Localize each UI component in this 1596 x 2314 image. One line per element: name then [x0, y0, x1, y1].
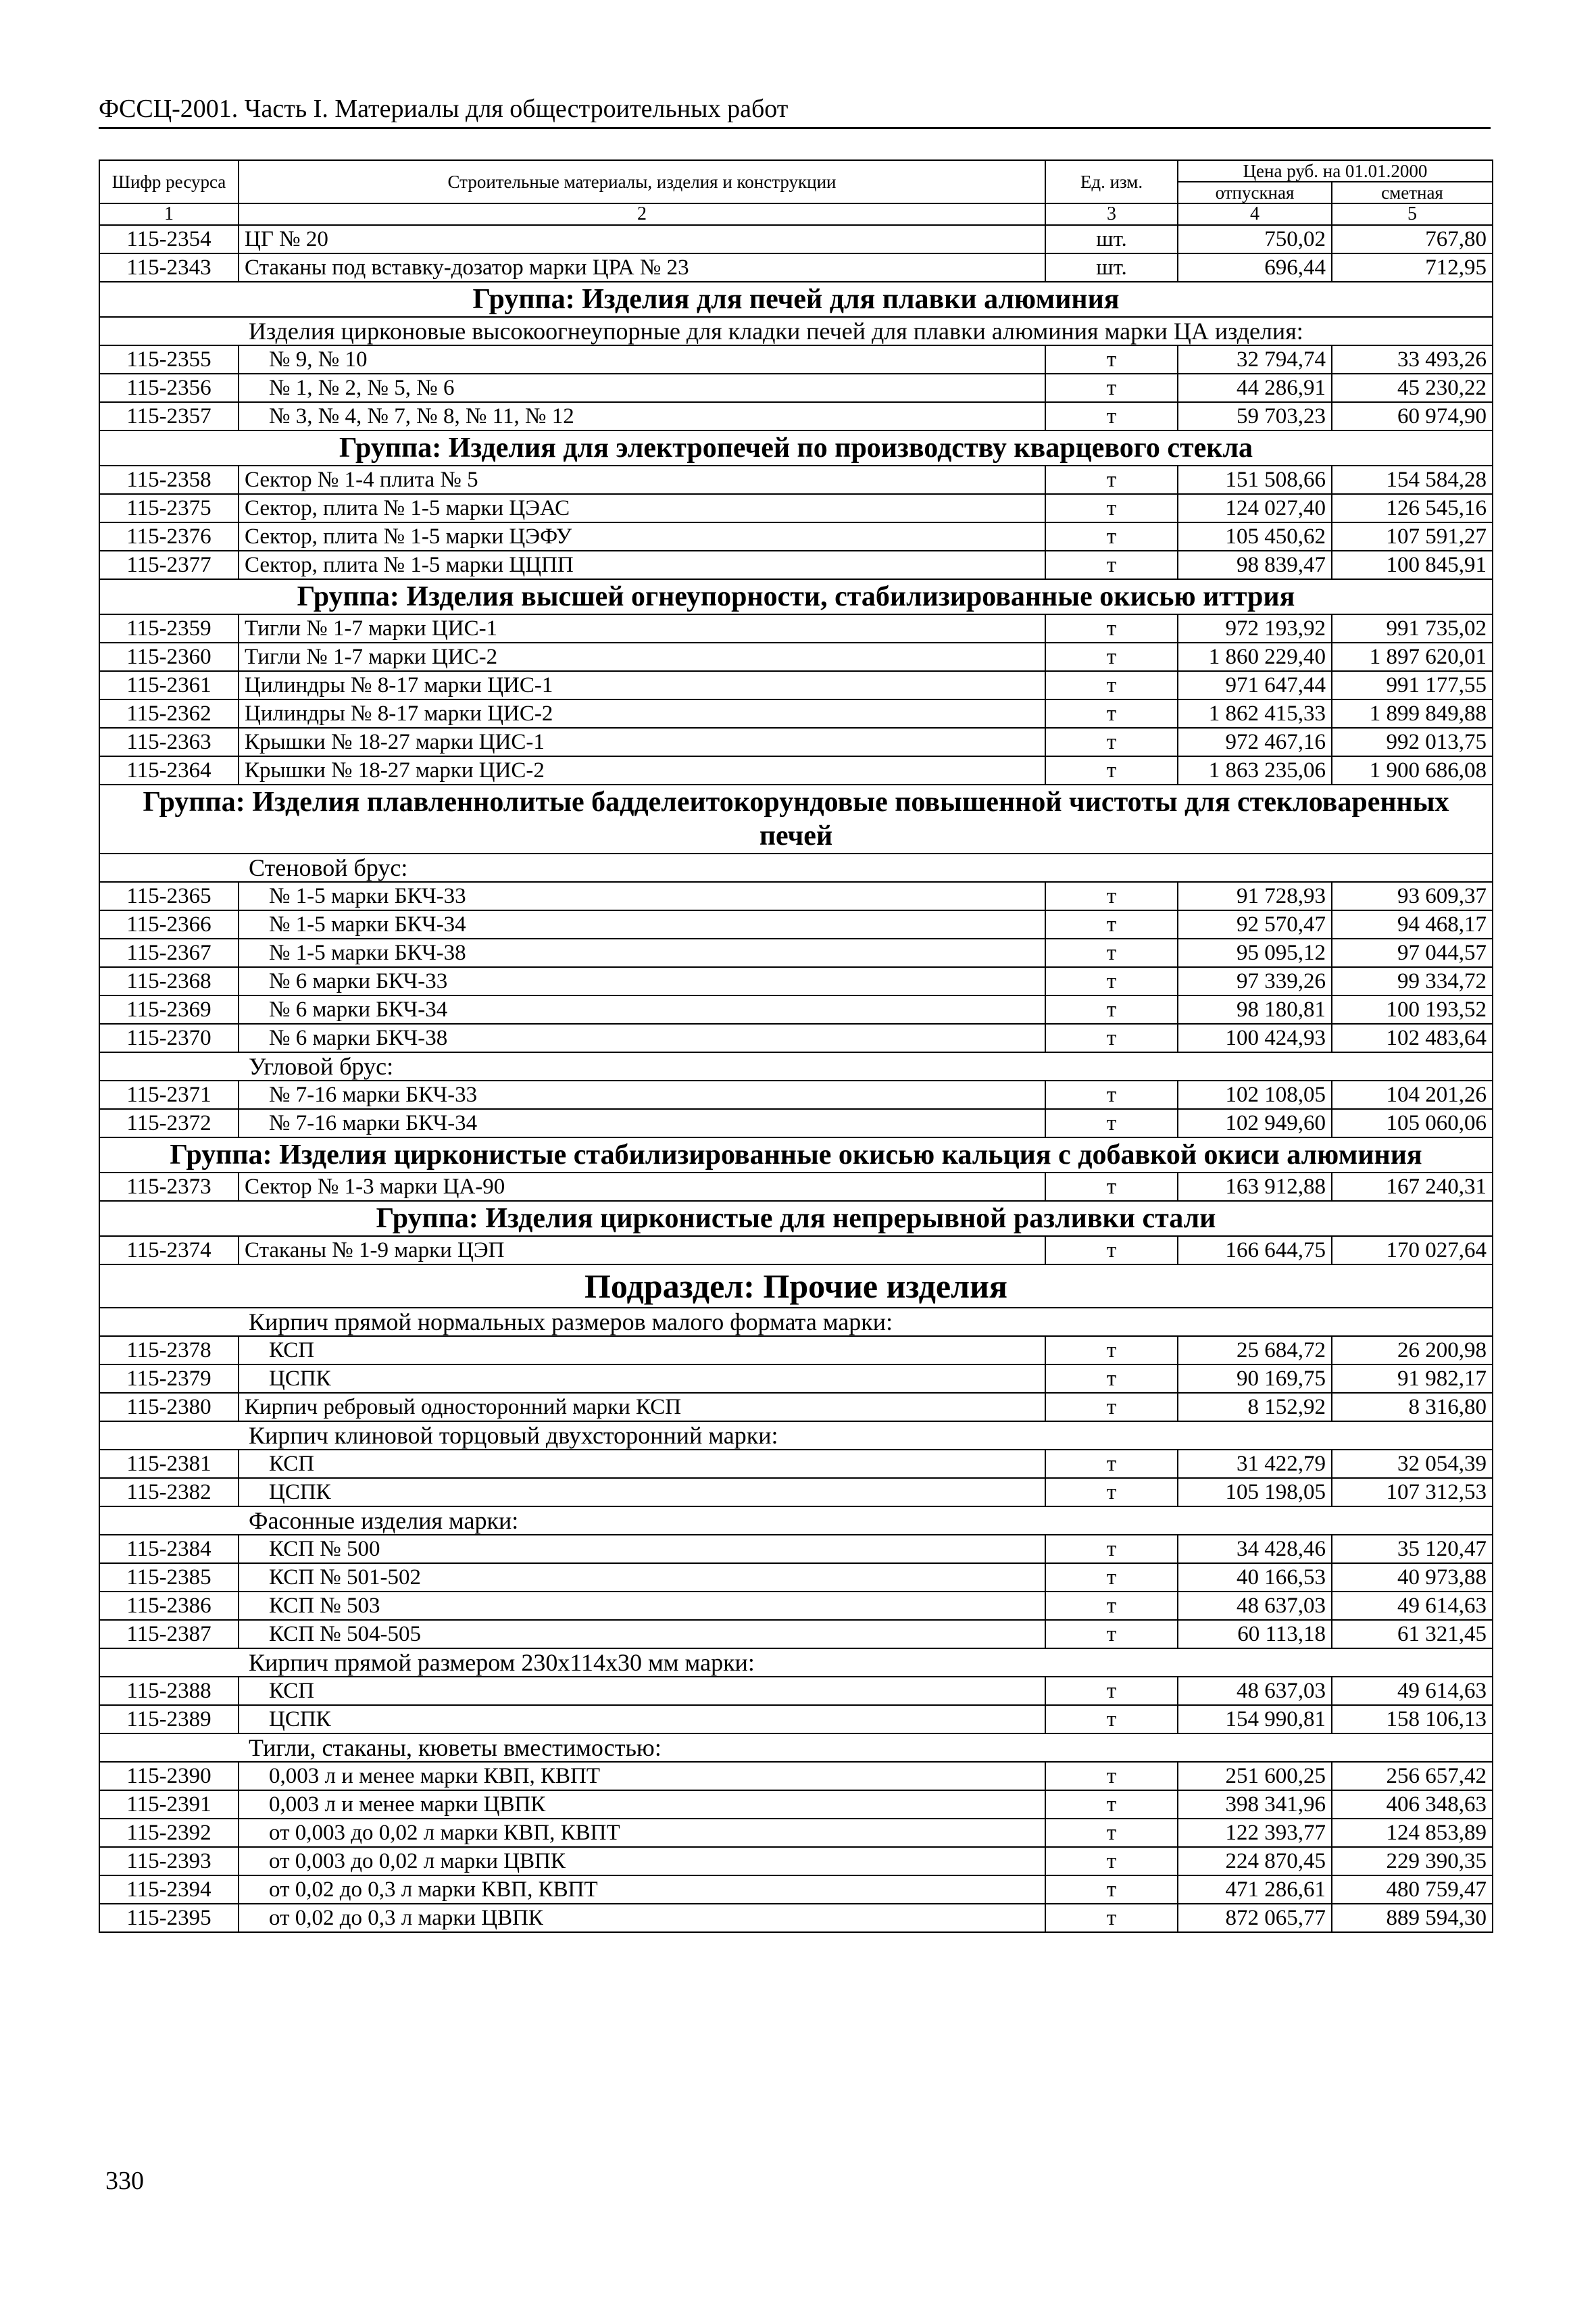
resource-code: 115-2362: [99, 699, 239, 728]
subsection-row: [99, 1264, 1493, 1308]
resource-code: 115-2371: [99, 1081, 239, 1109]
material-name: Сектор, плита № 1-5 марки ЦЦПП: [239, 551, 1045, 579]
table-row: [99, 1173, 1493, 1201]
col-name-header: Строительные материалы, изделия и конструкции: [239, 160, 1045, 203]
group-heading: Группа: Изделия цирконистые стабилизированные окисью кальция с добавкой окиси алюминия: [99, 1137, 1493, 1173]
table-row: [99, 1535, 1493, 1563]
unit: т: [1045, 756, 1178, 785]
estimate-price: 229 390,35: [1332, 1847, 1493, 1875]
release-price: 1 862 415,33: [1178, 699, 1332, 728]
col-estimate-header: сметная: [1332, 182, 1493, 203]
release-price: 48 637,03: [1178, 1592, 1332, 1620]
table-row: [99, 494, 1493, 522]
estimate-price: 102 483,64: [1332, 1024, 1493, 1052]
table-row: [99, 1677, 1493, 1705]
material-name: Крышки № 18-27 марки ЦИС-2: [239, 756, 1045, 785]
material-name: № 1-5 марки БКЧ-34: [239, 910, 1045, 939]
unit: т: [1045, 910, 1178, 939]
unit: т: [1045, 551, 1178, 579]
material-name: № 1-5 марки БКЧ-33: [239, 882, 1045, 910]
table-row: [99, 1450, 1493, 1478]
table-row: [99, 967, 1493, 995]
resource-code: 115-2376: [99, 522, 239, 551]
release-price: 105 450,62: [1178, 522, 1332, 551]
release-price: 251 600,25: [1178, 1762, 1332, 1790]
resource-code: 115-2379: [99, 1364, 239, 1393]
table-row: [99, 522, 1493, 551]
release-price: 971 647,44: [1178, 671, 1332, 699]
table-row: [99, 910, 1493, 939]
resource-code: 115-2382: [99, 1478, 239, 1506]
caption-text: Изделия цирконовые высокоогнеупорные для кладки печей для плавки алюминия марки ЦА изделия:: [99, 317, 1493, 345]
material-name: Цилиндры № 8-17 марки ЦИС-2: [239, 699, 1045, 728]
release-price: 100 424,93: [1178, 1024, 1332, 1052]
estimate-price: 991 735,02: [1332, 614, 1493, 643]
table-row: [99, 374, 1493, 402]
resource-code: 115-2358: [99, 466, 239, 494]
unit: т: [1045, 671, 1178, 699]
material-name: № 7-16 марки БКЧ-34: [239, 1109, 1045, 1137]
unit: т: [1045, 728, 1178, 756]
release-price: 40 166,53: [1178, 1563, 1332, 1592]
estimate-price: 32 054,39: [1332, 1450, 1493, 1478]
estimate-price: 1 900 686,08: [1332, 756, 1493, 785]
resource-code: 115-2343: [99, 253, 239, 282]
caption-row: [99, 1421, 1493, 1450]
estimate-price: 480 759,47: [1332, 1875, 1493, 1904]
group-heading: Группа: Изделия для электропечей по производству кварцевого стекла: [99, 430, 1493, 466]
col-unit-header: Ед. изм.: [1045, 160, 1178, 203]
material-name: № 6 марки БКЧ-38: [239, 1024, 1045, 1052]
col-number-3: 3: [1045, 203, 1178, 225]
page-header: ФССЦ-2001. Часть I. Материалы для общестроительных работ: [99, 91, 1491, 129]
release-price: 872 065,77: [1178, 1904, 1332, 1932]
table-row: [99, 699, 1493, 728]
resource-code: 115-2390: [99, 1762, 239, 1790]
unit: т: [1045, 699, 1178, 728]
material-name: 0,003 л и менее марки ЦВПК: [239, 1790, 1045, 1819]
release-price: 105 198,05: [1178, 1478, 1332, 1506]
estimate-price: 991 177,55: [1332, 671, 1493, 699]
material-name: от 0,02 до 0,3 л марки ЦВПК: [239, 1904, 1045, 1932]
caption-row: [99, 1052, 1493, 1081]
table-row: [99, 1563, 1493, 1592]
group-row: [99, 785, 1493, 854]
table-row: [99, 1024, 1493, 1052]
release-price: 163 912,88: [1178, 1173, 1332, 1201]
table-row: [99, 1904, 1493, 1932]
estimate-price: 97 044,57: [1332, 939, 1493, 967]
estimate-price: 158 106,13: [1332, 1705, 1493, 1733]
resource-code: 115-2369: [99, 995, 239, 1024]
table-row: [99, 995, 1493, 1024]
material-name: № 6 марки БКЧ-33: [239, 967, 1045, 995]
release-price: 91 728,93: [1178, 882, 1332, 910]
resource-code: 115-2373: [99, 1173, 239, 1201]
caption-row: [99, 1506, 1493, 1535]
caption-text: Тигли, стаканы, кюветы вместимостью:: [99, 1733, 1493, 1762]
estimate-price: 93 609,37: [1332, 882, 1493, 910]
estimate-price: 100 845,91: [1332, 551, 1493, 579]
release-price: 34 428,46: [1178, 1535, 1332, 1563]
table-row: [99, 1393, 1493, 1421]
col-number-2: 2: [239, 203, 1045, 225]
table-row: [99, 466, 1493, 494]
caption-text: Кирпич прямой размером 230х114х30 мм марки:: [99, 1648, 1493, 1677]
unit: т: [1045, 614, 1178, 643]
estimate-price: 992 013,75: [1332, 728, 1493, 756]
caption-text: Стеновой брус:: [99, 854, 1493, 882]
release-price: 102 949,60: [1178, 1109, 1332, 1137]
resource-code: 115-2385: [99, 1563, 239, 1592]
unit: т: [1045, 967, 1178, 995]
caption-text: Кирпич клиновой торцовый двухсторонний марки:: [99, 1421, 1493, 1450]
resource-code: 115-2378: [99, 1336, 239, 1364]
material-name: КСП: [239, 1677, 1045, 1705]
material-name: 0,003 л и менее марки КВП, КВПТ: [239, 1762, 1045, 1790]
resource-code: 115-2354: [99, 225, 239, 253]
caption-text: Фасонные изделия марки:: [99, 1506, 1493, 1535]
release-price: 471 286,61: [1178, 1875, 1332, 1904]
table-row: [99, 1762, 1493, 1790]
material-name: № 3, № 4, № 7, № 8, № 11, № 12: [239, 402, 1045, 430]
material-name: Сектор, плита № 1-5 марки ЦЭАС: [239, 494, 1045, 522]
unit: т: [1045, 1762, 1178, 1790]
group-row: [99, 1137, 1493, 1173]
table-row: [99, 1109, 1493, 1137]
unit: т: [1045, 1592, 1178, 1620]
group-row: [99, 282, 1493, 317]
resource-code: 115-2365: [99, 882, 239, 910]
unit: т: [1045, 466, 1178, 494]
release-price: 97 339,26: [1178, 967, 1332, 995]
col-price-header: Цена руб. на 01.01.2000: [1178, 160, 1493, 182]
unit: т: [1045, 1563, 1178, 1592]
caption-text: Угловой брус:: [99, 1052, 1493, 1081]
material-name: КСП № 503: [239, 1592, 1045, 1620]
release-price: 32 794,74: [1178, 345, 1332, 374]
unit: т: [1045, 882, 1178, 910]
unit: т: [1045, 1819, 1178, 1847]
resource-code: 115-2366: [99, 910, 239, 939]
material-name: КСП № 500: [239, 1535, 1045, 1563]
resource-code: 115-2381: [99, 1450, 239, 1478]
resource-code: 115-2384: [99, 1535, 239, 1563]
material-name: от 0,003 до 0,02 л марки КВП, КВПТ: [239, 1819, 1045, 1847]
estimate-price: 712,95: [1332, 253, 1493, 282]
table-row: [99, 1364, 1493, 1393]
unit: т: [1045, 995, 1178, 1024]
resource-code: 115-2391: [99, 1790, 239, 1819]
unit: т: [1045, 494, 1178, 522]
resource-code: 115-2393: [99, 1847, 239, 1875]
unit: т: [1045, 1478, 1178, 1506]
material-name: ЦСПК: [239, 1478, 1045, 1506]
caption-row: [99, 854, 1493, 882]
resource-code: 115-2395: [99, 1904, 239, 1932]
table-body: [99, 225, 1493, 1932]
estimate-price: 35 120,47: [1332, 1535, 1493, 1563]
material-name: Сектор, плита № 1-5 марки ЦЭФУ: [239, 522, 1045, 551]
release-price: 59 703,23: [1178, 402, 1332, 430]
resource-code: 115-2364: [99, 756, 239, 785]
unit: т: [1045, 1620, 1178, 1648]
release-price: 44 286,91: [1178, 374, 1332, 402]
estimate-price: 60 974,90: [1332, 402, 1493, 430]
release-price: 124 027,40: [1178, 494, 1332, 522]
col-number-1: 1: [99, 203, 239, 225]
unit: т: [1045, 1790, 1178, 1819]
material-name: ЦСПК: [239, 1364, 1045, 1393]
unit: т: [1045, 374, 1178, 402]
release-price: 166 644,75: [1178, 1236, 1332, 1264]
table-row: [99, 253, 1493, 282]
table-row: [99, 756, 1493, 785]
material-name: ЦСПК: [239, 1705, 1045, 1733]
unit: шт.: [1045, 225, 1178, 253]
release-price: 95 095,12: [1178, 939, 1332, 967]
estimate-price: 406 348,63: [1332, 1790, 1493, 1819]
table-row: [99, 551, 1493, 579]
resource-code: 115-2375: [99, 494, 239, 522]
table-row: [99, 1875, 1493, 1904]
release-price: 48 637,03: [1178, 1677, 1332, 1705]
material-name: КСП № 501-502: [239, 1563, 1045, 1592]
estimate-price: 8 316,80: [1332, 1393, 1493, 1421]
resource-code: 115-2380: [99, 1393, 239, 1421]
col-number-4: 4: [1178, 203, 1332, 225]
resource-code: 115-2361: [99, 671, 239, 699]
estimate-price: 91 982,17: [1332, 1364, 1493, 1393]
group-heading: Группа: Изделия высшей огнеупорности, стабилизированные окисью иттрия: [99, 579, 1493, 614]
material-name: № 1-5 марки БКЧ-38: [239, 939, 1045, 967]
table-row: [99, 1847, 1493, 1875]
release-price: 398 341,96: [1178, 1790, 1332, 1819]
table-row: [99, 1819, 1493, 1847]
estimate-price: 33 493,26: [1332, 345, 1493, 374]
estimate-price: 1 897 620,01: [1332, 643, 1493, 671]
unit: т: [1045, 345, 1178, 374]
release-price: 224 870,45: [1178, 1847, 1332, 1875]
estimate-price: 100 193,52: [1332, 995, 1493, 1024]
table-row: [99, 671, 1493, 699]
table-row: [99, 1336, 1493, 1364]
resource-code: 115-2386: [99, 1592, 239, 1620]
release-price: 1 863 235,06: [1178, 756, 1332, 785]
unit: т: [1045, 1705, 1178, 1733]
unit: шт.: [1045, 253, 1178, 282]
material-name: Сектор № 1-4 плита № 5: [239, 466, 1045, 494]
estimate-price: 49 614,63: [1332, 1592, 1493, 1620]
table-row: [99, 1620, 1493, 1648]
unit: т: [1045, 939, 1178, 967]
estimate-price: 256 657,42: [1332, 1762, 1493, 1790]
table-row: [99, 1790, 1493, 1819]
estimate-price: 170 027,64: [1332, 1236, 1493, 1264]
release-price: 31 422,79: [1178, 1450, 1332, 1478]
unit: т: [1045, 1450, 1178, 1478]
unit: т: [1045, 643, 1178, 671]
unit: т: [1045, 1535, 1178, 1563]
group-row: [99, 430, 1493, 466]
unit: т: [1045, 522, 1178, 551]
material-name: Тигли № 1-7 марки ЦИС-1: [239, 614, 1045, 643]
estimate-price: 61 321,45: [1332, 1620, 1493, 1648]
table-row: [99, 1705, 1493, 1733]
resource-code: 115-2389: [99, 1705, 239, 1733]
material-name: № 6 марки БКЧ-34: [239, 995, 1045, 1024]
page-number: 330: [105, 2167, 144, 2195]
table-row: [99, 728, 1493, 756]
table-row: [99, 1478, 1493, 1506]
release-price: 90 169,75: [1178, 1364, 1332, 1393]
table-row: [99, 1081, 1493, 1109]
col-code-header: Шифр ресурса: [99, 160, 239, 203]
unit: т: [1045, 1236, 1178, 1264]
group-row: [99, 579, 1493, 614]
material-name: Тигли № 1-7 марки ЦИС-2: [239, 643, 1045, 671]
estimate-price: 167 240,31: [1332, 1173, 1493, 1201]
material-name: Цилиндры № 8-17 марки ЦИС-1: [239, 671, 1045, 699]
estimate-price: 49 614,63: [1332, 1677, 1493, 1705]
unit: т: [1045, 402, 1178, 430]
unit: т: [1045, 1364, 1178, 1393]
material-name: Сектор № 1-3 марки ЦА-90: [239, 1173, 1045, 1201]
material-name: Стаканы под вставку-дозатор марки ЦРА № 23: [239, 253, 1045, 282]
resource-code: 115-2368: [99, 967, 239, 995]
col-release-header: отпускная: [1178, 182, 1332, 203]
resource-code: 115-2356: [99, 374, 239, 402]
release-price: 25 684,72: [1178, 1336, 1332, 1364]
subsection-heading: Подраздел: Прочие изделия: [99, 1264, 1493, 1308]
caption-row: [99, 1648, 1493, 1677]
estimate-price: 45 230,22: [1332, 374, 1493, 402]
estimate-price: 99 334,72: [1332, 967, 1493, 995]
resource-code: 115-2372: [99, 1109, 239, 1137]
release-price: 1 860 229,40: [1178, 643, 1332, 671]
material-name: от 0,02 до 0,3 л марки КВП, КВПТ: [239, 1875, 1045, 1904]
estimate-price: 40 973,88: [1332, 1563, 1493, 1592]
release-price: 696,44: [1178, 253, 1332, 282]
group-heading: Группа: Изделия для печей для плавки алюминия: [99, 282, 1493, 317]
release-price: 60 113,18: [1178, 1620, 1332, 1648]
group-row: [99, 1201, 1493, 1236]
estimate-price: 26 200,98: [1332, 1336, 1493, 1364]
unit: т: [1045, 1109, 1178, 1137]
unit: т: [1045, 1847, 1178, 1875]
unit: т: [1045, 1875, 1178, 1904]
resource-code: 115-2359: [99, 614, 239, 643]
table-row: [99, 402, 1493, 430]
unit: т: [1045, 1393, 1178, 1421]
material-name: КСП: [239, 1450, 1045, 1478]
estimate-price: 154 584,28: [1332, 466, 1493, 494]
release-price: 972 193,92: [1178, 614, 1332, 643]
estimate-price: 1 899 849,88: [1332, 699, 1493, 728]
resource-code: 115-2388: [99, 1677, 239, 1705]
release-price: 98 180,81: [1178, 995, 1332, 1024]
resource-code: 115-2392: [99, 1819, 239, 1847]
caption-row: [99, 317, 1493, 345]
group-heading: Группа: Изделия цирконистые для непрерывной разливки стали: [99, 1201, 1493, 1236]
release-price: 98 839,47: [1178, 551, 1332, 579]
material-name: Крышки № 18-27 марки ЦИС-1: [239, 728, 1045, 756]
release-price: 102 108,05: [1178, 1081, 1332, 1109]
resource-code: 115-2394: [99, 1875, 239, 1904]
release-price: 122 393,77: [1178, 1819, 1332, 1847]
material-name: от 0,003 до 0,02 л марки ЦВПК: [239, 1847, 1045, 1875]
release-price: 750,02: [1178, 225, 1332, 253]
resource-code: 115-2377: [99, 551, 239, 579]
table-row: [99, 939, 1493, 967]
table-row: [99, 614, 1493, 643]
estimate-price: 94 468,17: [1332, 910, 1493, 939]
resource-code: 115-2370: [99, 1024, 239, 1052]
col-number-5: 5: [1332, 203, 1493, 225]
table-row: [99, 643, 1493, 671]
estimate-price: 126 545,16: [1332, 494, 1493, 522]
estimate-price: 889 594,30: [1332, 1904, 1493, 1932]
material-name: КСП: [239, 1336, 1045, 1364]
material-name: № 7-16 марки БКЧ-33: [239, 1081, 1045, 1109]
estimate-price: 124 853,89: [1332, 1819, 1493, 1847]
release-price: 92 570,47: [1178, 910, 1332, 939]
material-name: Кирпич ребровый односторонний марки КСП: [239, 1393, 1045, 1421]
resource-code: 115-2387: [99, 1620, 239, 1648]
table-row: [99, 225, 1493, 253]
caption-row: [99, 1308, 1493, 1336]
material-name: № 9, № 10: [239, 345, 1045, 374]
resource-code: 115-2360: [99, 643, 239, 671]
release-price: 154 990,81: [1178, 1705, 1332, 1733]
unit: т: [1045, 1336, 1178, 1364]
table-row: [99, 345, 1493, 374]
table-row: [99, 1592, 1493, 1620]
material-name: Стаканы № 1-9 марки ЦЭП: [239, 1236, 1045, 1264]
estimate-price: 107 591,27: [1332, 522, 1493, 551]
caption-row: [99, 1733, 1493, 1762]
unit: т: [1045, 1173, 1178, 1201]
release-price: 8 152,92: [1178, 1393, 1332, 1421]
price-table: [99, 159, 1493, 1933]
unit: т: [1045, 1024, 1178, 1052]
caption-text: Кирпич прямой нормальных размеров малого формата марки:: [99, 1308, 1493, 1336]
estimate-price: 107 312,53: [1332, 1478, 1493, 1506]
resource-code: 115-2374: [99, 1236, 239, 1264]
release-price: 151 508,66: [1178, 466, 1332, 494]
unit: т: [1045, 1677, 1178, 1705]
group-heading: Группа: Изделия плавленнолитые бадделеитокорундовые повышенной чистоты для стекловаренных печей: [99, 785, 1493, 854]
material-name: ЦГ № 20: [239, 225, 1045, 253]
table-row: [99, 882, 1493, 910]
unit: т: [1045, 1081, 1178, 1109]
table-row: [99, 1236, 1493, 1264]
material-name: КСП № 504-505: [239, 1620, 1045, 1648]
estimate-price: 105 060,06: [1332, 1109, 1493, 1137]
unit: т: [1045, 1904, 1178, 1932]
resource-code: 115-2357: [99, 402, 239, 430]
estimate-price: 767,80: [1332, 225, 1493, 253]
resource-code: 115-2367: [99, 939, 239, 967]
release-price: 972 467,16: [1178, 728, 1332, 756]
estimate-price: 104 201,26: [1332, 1081, 1493, 1109]
resource-code: 115-2355: [99, 345, 239, 374]
material-name: № 1, № 2, № 5, № 6: [239, 374, 1045, 402]
resource-code: 115-2363: [99, 728, 239, 756]
